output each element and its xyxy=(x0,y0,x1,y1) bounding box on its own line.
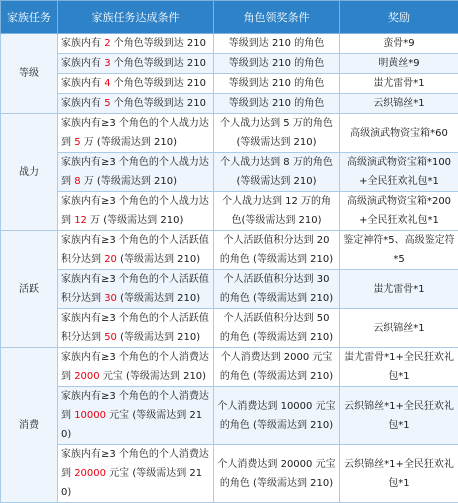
condition-text: 元宝 (等级需达到 210) xyxy=(100,371,206,382)
table-row xyxy=(1,192,458,231)
table-body xyxy=(1,34,458,503)
reward: 高级演武物资宝箱*200+全民狂欢礼包*1 xyxy=(340,192,458,231)
table-row xyxy=(1,94,458,114)
family-condition xyxy=(58,34,214,54)
reward: 高级演武物资宝箱*60 xyxy=(340,114,458,153)
highlight-value: 12 xyxy=(74,215,87,226)
reward: 蚩尤雷骨*1+全民狂欢礼包*1 xyxy=(340,348,458,387)
family-condition xyxy=(58,387,214,445)
highlight-value: 5 xyxy=(104,98,110,109)
condition-text: (等级需达到 210) xyxy=(117,293,200,304)
condition-text: 家族内有 xyxy=(61,38,104,49)
family-condition xyxy=(58,114,214,153)
highlight-value: 50 xyxy=(104,332,117,343)
table-row xyxy=(1,74,458,94)
role-condition: 个人消费达到 10000 元宝的角色 (等级需达到 210) xyxy=(214,387,340,445)
reward: 蚩尤雷骨*1 xyxy=(340,270,458,309)
family-condition xyxy=(58,153,214,192)
reward: 鉴定神符*5、高级鉴定符*5 xyxy=(340,231,458,270)
reward: 明黄丝*9 xyxy=(340,54,458,74)
header-task: 家族任务 xyxy=(1,1,58,34)
condition-text: 家族内有≥3 个角色的个人战力达到 xyxy=(61,118,209,148)
highlight-value: 2 xyxy=(104,38,110,49)
role-condition: 等级到达 210 的角色 xyxy=(214,94,340,114)
condition-text: 家族内有≥3 个角色的个人消费达到 xyxy=(61,352,209,382)
reward: 蚩尤雷骨*1 xyxy=(340,74,458,94)
table-row xyxy=(1,348,458,387)
role-condition: 等级到达 210 的角色 xyxy=(214,74,340,94)
highlight-value: 3 xyxy=(104,58,110,69)
condition-text: 家族内有 xyxy=(61,78,104,89)
table-row xyxy=(1,445,458,503)
table-row xyxy=(1,153,458,192)
condition-text: 家族内有 xyxy=(61,98,104,109)
reward: 高级演武物资宝箱*100+全民狂欢礼包*1 xyxy=(340,153,458,192)
condition-text: 万 (等级需达到 210) xyxy=(81,137,177,148)
family-condition xyxy=(58,192,214,231)
header-condition: 家族任务达成条件 xyxy=(58,1,214,34)
role-condition: 等级到达 210 的角色 xyxy=(214,34,340,54)
family-condition xyxy=(58,348,214,387)
highlight-value: 20 xyxy=(104,254,117,265)
header-role-condition: 角色领奖条件 xyxy=(214,1,340,34)
condition-text: 万 (等级需达到 210) xyxy=(87,215,183,226)
condition-text: 家族内有≥3 个角色的个人战力达到 xyxy=(61,196,209,226)
condition-text: 万 (等级需达到 210) xyxy=(81,176,177,187)
role-condition: 个人活跃值积分达到 30 的角色 (等级需达到 210) xyxy=(214,270,340,309)
task-category: 活跃 xyxy=(1,231,58,348)
highlight-value: 10000 xyxy=(74,410,106,421)
condition-text: 个角色等级到达 210 xyxy=(111,78,206,89)
highlight-value: 30 xyxy=(104,293,117,304)
highlight-value: 8 xyxy=(74,176,80,187)
reward: 蛮骨*9 xyxy=(340,34,458,54)
highlight-value: 5 xyxy=(74,137,80,148)
table-row xyxy=(1,231,458,270)
highlight-value: 20000 xyxy=(74,468,106,479)
family-condition xyxy=(58,270,214,309)
condition-text: 个角色等级到达 210 xyxy=(111,58,206,69)
role-condition: 个人活跃值积分达到 50 的角色 (等级需达到 210) xyxy=(214,309,340,348)
family-condition xyxy=(58,74,214,94)
role-condition: 个人战力达到 8 万的角色 (等级需达到 210) xyxy=(214,153,340,192)
condition-text: 家族内有≥3 个角色的个人消费达到 xyxy=(61,391,209,421)
reward: 云织锦丝*1+全民狂欢礼包*1 xyxy=(340,445,458,503)
condition-text: 家族内有 xyxy=(61,58,104,69)
highlight-value: 4 xyxy=(104,78,110,89)
family-condition xyxy=(58,309,214,348)
family-condition xyxy=(58,94,214,114)
task-category: 战力 xyxy=(1,114,58,231)
table-row xyxy=(1,54,458,74)
table-row xyxy=(1,309,458,348)
family-condition xyxy=(58,231,214,270)
condition-text: (等级需达到 210) xyxy=(117,254,200,265)
condition-text: 家族内有≥3 个角色的个人活跃值积分达到 xyxy=(61,313,209,343)
role-condition: 个人消费达到 2000 元宝的角色 (等级需达到 210) xyxy=(214,348,340,387)
task-category: 等级 xyxy=(1,34,58,114)
condition-text: 家族内有≥3 个角色的个人消费达到 xyxy=(61,449,209,479)
condition-text: 个角色等级到达 210 xyxy=(111,38,206,49)
highlight-value: 2000 xyxy=(74,371,99,382)
reward: 云织锦丝*1+全民狂欢礼包*1 xyxy=(340,387,458,445)
reward: 云织锦丝*1 xyxy=(340,309,458,348)
role-condition: 个人消费达到 20000 元宝的角色 (等级需达到 210) xyxy=(214,445,340,503)
header-reward: 奖励 xyxy=(340,1,458,34)
table-row xyxy=(1,114,458,153)
condition-text: 元宝 (等级需达到 210) xyxy=(61,410,202,440)
role-condition: 个人活跃值积分达到 20 的角色 (等级需达到 210) xyxy=(214,231,340,270)
condition-text: (等级需达到 210) xyxy=(117,332,200,343)
role-condition: 个人战力达到 5 万的角色 (等级需达到 210) xyxy=(214,114,340,153)
condition-text: 个角色等级到达 210 xyxy=(111,98,206,109)
reward: 云织锦丝*1 xyxy=(340,94,458,114)
role-condition: 等级到达 210 的角色 xyxy=(214,54,340,74)
task-category: 消费 xyxy=(1,348,58,503)
condition-text: 元宝 (等级需达到 210) xyxy=(61,468,202,498)
table-row xyxy=(1,34,458,54)
condition-text: 家族内有≥3 个角色的个人活跃值积分达到 xyxy=(61,274,209,304)
condition-text: 家族内有≥3 个角色的个人活跃值积分达到 xyxy=(61,235,209,265)
table-row xyxy=(1,387,458,445)
condition-text: 家族内有≥3 个角色的个人战力达到 xyxy=(61,157,209,187)
family-condition xyxy=(58,445,214,503)
role-condition: 个人战力达到 12 万的角色(等级需达到 210) xyxy=(214,192,340,231)
family-condition xyxy=(58,54,214,74)
header-row xyxy=(1,1,458,34)
table-row xyxy=(1,270,458,309)
